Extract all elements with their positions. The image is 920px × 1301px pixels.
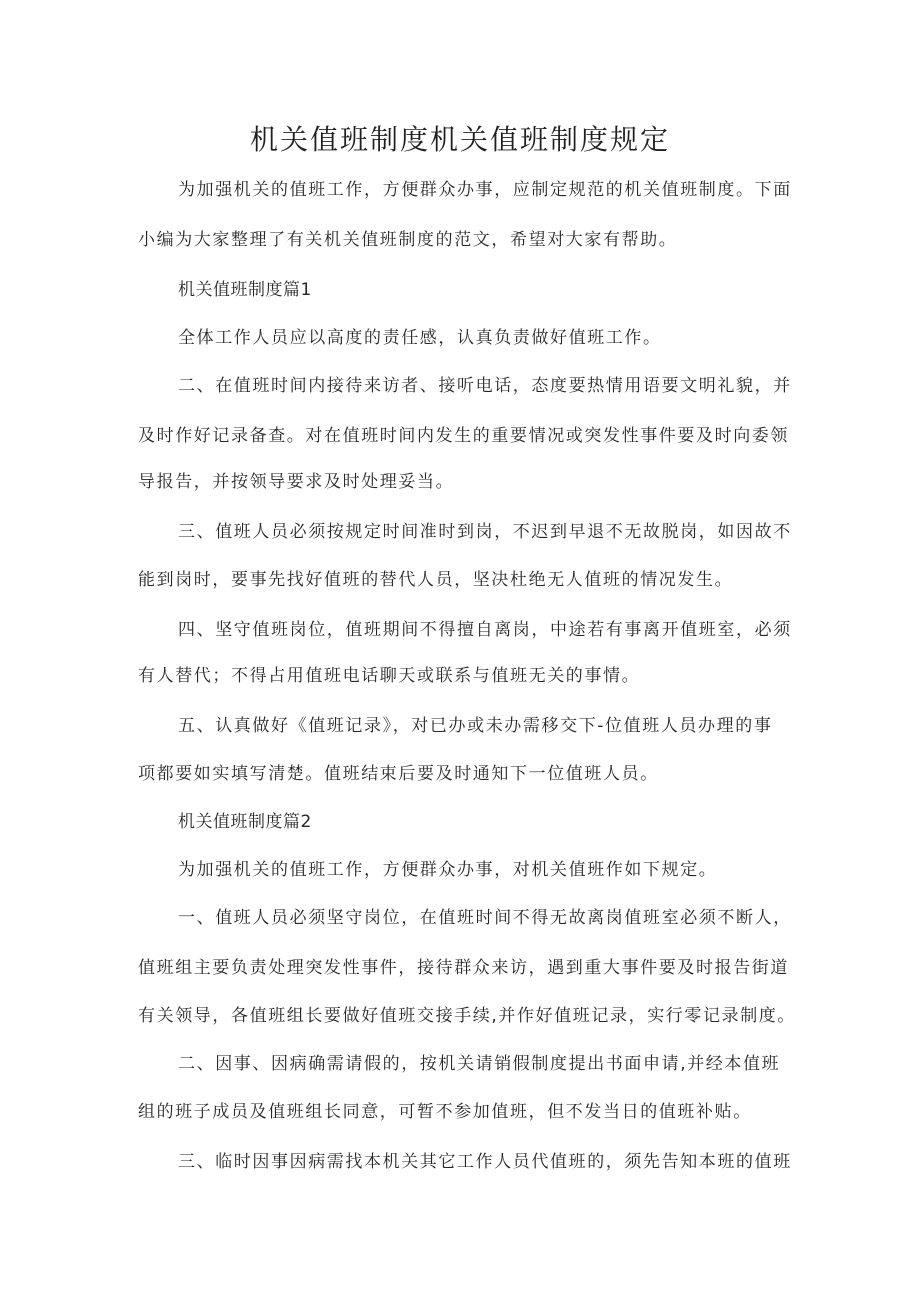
paragraph-line: 项都要如实填写清楚。值班结束后要及时通知下一位值班人员。 [138, 764, 659, 784]
paragraph-line: 五、认真做好《值班记录》，对已办或未办需移交下-位值班人员办理的事 [178, 716, 773, 736]
paragraph-line: 组的班子成员及值班组长同意，可暂不参加值班，但不发当日的值班补贴。 [138, 1102, 752, 1122]
paragraph-line: 二、因事、因病确需请假的，按机关请销假制度提出书面申请,并经本值班 [178, 1054, 781, 1074]
paragraph-line: 三、值班人员必须按规定时间准时到岗，不迟到早退不无故脱岗，如因故不 [178, 522, 792, 542]
paragraph-line: 为加强机关的值班工作，方便群众办事，应制定规范的机关值班制度。下面 [178, 180, 792, 200]
paragraph-line: 有关领导，各值班组长要做好值班交接手续,并作好值班记录，实行零记录制度。 [138, 1006, 797, 1026]
paragraph-line: 全体工作人员应以高度的责任感，认真负责做好值班工作。 [178, 328, 662, 348]
document-title: 机关值班制度机关值班制度规定 [249, 123, 670, 156]
paragraph-line: 为加强机关的值班工作，方便群众办事，对机关值班作如下规定。 [178, 860, 718, 880]
paragraph-line: 及时作好记录备查。对在值班时间内发生的重要情况或突发性事件要及时向委领 [138, 426, 789, 446]
paragraph-line: 值班组主要负责处理突发性事件，接待群众来访，遇到重大事件要及时报告街道 [138, 958, 789, 978]
paragraph-line: 小编为大家整理了有关机关值班制度的范文，希望对大家有帮助。 [138, 230, 678, 250]
paragraph-line: 三、临时因事因病需找本机关其它工作人员代值班的，须先告知本班的值班 [178, 1152, 792, 1172]
paragraph-line: 能到岗时，要事先找好值班的替代人员，坚决杜绝无人值班的情况发生。 [138, 570, 734, 590]
paragraph-line: 一、值班人员必须坚守岗位，在值班时间不得无故离岗值班室必须不断人， [178, 908, 792, 928]
section-heading: 机关值班制度篇2 [178, 812, 312, 832]
section-heading: 机关值班制度篇1 [178, 280, 312, 300]
paragraph-line: 四、坚守值班岗位，值班期间不得擅自离岗，中途若有事离开值班室，必须 [178, 620, 792, 640]
paragraph-line: 有人替代；不得占用值班电话聊天或联系与值班无关的事情。 [138, 666, 641, 686]
paragraph-line: 导报告，并按领导要求及时处理妥当。 [138, 472, 455, 492]
paragraph-line: 二、在值班时间内接待来访者、接听电话，态度要热情用语要文明礼貌，并 [178, 376, 792, 396]
